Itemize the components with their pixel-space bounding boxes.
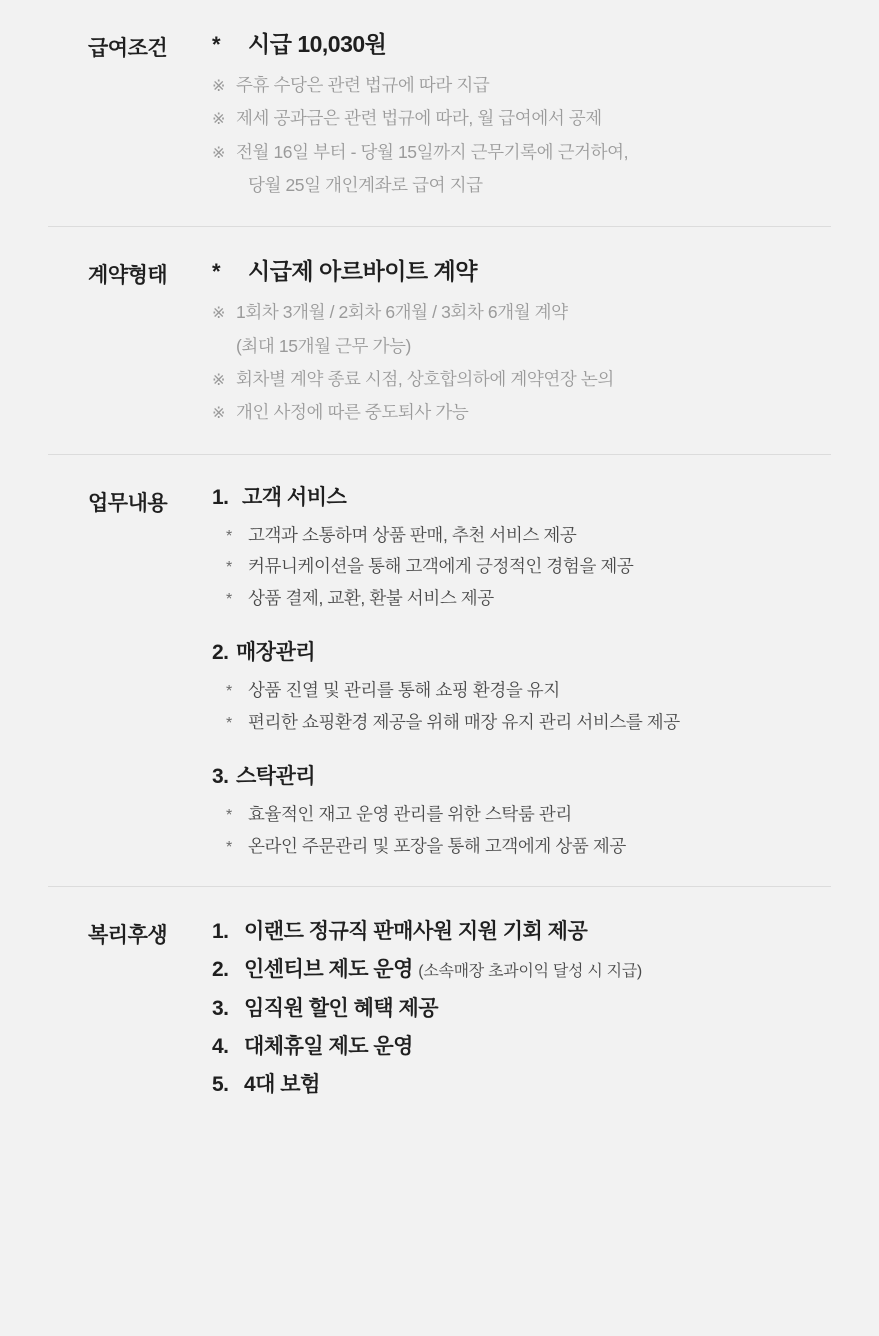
- benefit-main: 인센티브 제도 운영: [244, 958, 419, 982]
- note-item: [212, 136, 831, 169]
- section-label-duties: 업무내용: [88, 491, 168, 515]
- bullet-star-icon: *: [226, 527, 232, 545]
- salary-headline-text: 시급 10,030원: [248, 31, 387, 57]
- section-salary: [48, 0, 831, 226]
- duty-bullets: [212, 520, 831, 614]
- bullet-star-icon: *: [226, 714, 232, 732]
- list-item: [226, 520, 831, 551]
- duty-title: 스탁관리: [236, 765, 316, 789]
- note-item: [212, 69, 831, 102]
- list-item-text: 효율적인 재고 운영 관리를 위한 스탁룸 관리: [248, 804, 572, 825]
- list-item-text: 고객과 소통하며 상품 판매, 추천 서비스 제공: [248, 524, 577, 545]
- benefit-text: [244, 990, 831, 1028]
- salary-notes: [212, 69, 831, 202]
- note-text: 개인 사정에 따른 중도퇴사 가능: [236, 402, 469, 423]
- page-bottom-spacer: [48, 1128, 831, 1164]
- note-text: 회차별 계약 종료 시점, 상호합의하에 계약연장 논의: [236, 369, 614, 390]
- benefit-number: 3.: [212, 996, 229, 1020]
- bullet-star-icon: *: [212, 32, 221, 57]
- note-text: 전월 16일 부터 - 당월 15일까지 근무기록에 근거하여,: [236, 141, 629, 162]
- reference-mark-icon: ※: [212, 111, 226, 129]
- benefit-number: 1.: [212, 920, 229, 944]
- benefit-number: 4.: [212, 1034, 229, 1058]
- note-text: 당월 25일 개인계좌로 급여 지급: [248, 175, 483, 196]
- list-item: [226, 799, 831, 830]
- note-item: [212, 296, 831, 329]
- note-text: 1회차 3개월 / 2회차 6개월 / 3회차 6개월 계약: [236, 302, 568, 323]
- note-text: 제세 공과금은 관련 법규에 따라, 월 급여에서 공제: [236, 108, 602, 129]
- benefit-item: [212, 951, 831, 989]
- section-body-benefits: [208, 913, 831, 1104]
- duty-number: 3.: [212, 765, 229, 789]
- duty-heading: [212, 481, 831, 511]
- duty-number: 1.: [212, 485, 229, 509]
- bullet-star-icon: *: [226, 683, 232, 701]
- benefit-main: 대체휴일 제도 운영: [244, 1034, 413, 1058]
- duty-block: [212, 636, 831, 738]
- bullet-star-icon: *: [226, 559, 232, 577]
- reference-mark-icon: ※: [212, 305, 226, 323]
- reference-mark-icon: ※: [212, 78, 226, 95]
- bullet-star-icon: *: [212, 259, 221, 285]
- section-body-contract: [208, 253, 831, 429]
- benefit-item: [212, 913, 831, 951]
- note-item-continuation: [212, 330, 831, 363]
- note-item-continuation: [212, 169, 831, 202]
- list-item: [226, 551, 831, 582]
- section-label-benefits: 복리후생: [88, 924, 168, 948]
- section-benefits: [48, 886, 831, 1128]
- list-item-text: 편리한 쇼핑환경 제공을 위해 매장 유지 관리 서비스를 제공: [248, 711, 680, 732]
- benefit-item: [212, 1028, 831, 1066]
- salary-headline: [212, 26, 831, 59]
- section-label-contract: 계약형태: [88, 264, 168, 288]
- duty-heading: [212, 760, 831, 790]
- benefit-text: [244, 913, 831, 951]
- section-contract: [48, 226, 831, 453]
- benefit-item: [212, 990, 831, 1028]
- duty-bullets: [212, 799, 831, 862]
- bullet-star-icon: *: [226, 590, 232, 608]
- list-item-text: 상품 진열 및 관리를 통해 쇼핑 환경을 유지: [248, 680, 560, 701]
- note-item: [212, 363, 831, 396]
- note-text: (최대 15개월 근무 가능): [236, 335, 411, 356]
- benefit-text: [244, 951, 831, 989]
- duty-block: [212, 481, 831, 614]
- contract-notes: [212, 296, 831, 429]
- reference-mark-icon: ※: [212, 144, 226, 162]
- benefit-number: 5.: [212, 1073, 229, 1096]
- reference-mark-icon: ※: [212, 372, 226, 390]
- benefit-main: 임직원 할인 혜택 제공: [244, 996, 439, 1020]
- list-item-text: 상품 결제, 교환, 환불 서비스 제공: [248, 587, 494, 608]
- bullet-star-icon: *: [226, 838, 232, 856]
- duty-number: 2.: [212, 641, 229, 665]
- section-body-salary: [208, 26, 831, 202]
- list-item: [226, 583, 831, 614]
- list-item-text: 온라인 주문관리 및 포장을 통해 고객에게 상품 제공: [248, 835, 626, 856]
- list-item: [226, 707, 831, 738]
- list-item-text: 커뮤니케이션을 통해 고객에게 긍정적인 경험을 제공: [248, 556, 634, 577]
- bullet-star-icon: *: [226, 807, 232, 825]
- duty-bullets: [212, 675, 831, 738]
- benefit-item: [212, 1066, 831, 1104]
- benefit-number: 2.: [212, 958, 229, 982]
- benefit-main: 4대 보험: [244, 1073, 320, 1096]
- section-label-salary: 급여조건: [88, 37, 168, 60]
- note-text: 주휴 수당은 관련 법규에 따라 지급: [236, 75, 490, 95]
- section-duties: [48, 454, 831, 886]
- note-item: [212, 102, 831, 135]
- section-body-duties: [208, 481, 831, 862]
- contract-headline: [212, 253, 831, 286]
- contract-headline-text: 시급제 아르바이트 계약: [248, 258, 477, 285]
- duty-block: [212, 760, 831, 862]
- list-item: [226, 675, 831, 706]
- list-item: [226, 831, 831, 862]
- benefit-text: [244, 1066, 831, 1104]
- benefit-sub: (소속매장 초과이익 달성 시 지급): [418, 963, 642, 981]
- benefit-text: [244, 1028, 831, 1066]
- duty-heading: [212, 636, 831, 666]
- benefit-main: 이랜드 정규직 판매사원 지원 기회 제공: [244, 920, 588, 944]
- duty-title: 고객 서비스: [242, 485, 347, 509]
- duty-title: 매장관리: [236, 641, 316, 665]
- note-item: [212, 396, 831, 429]
- reference-mark-icon: ※: [212, 405, 226, 423]
